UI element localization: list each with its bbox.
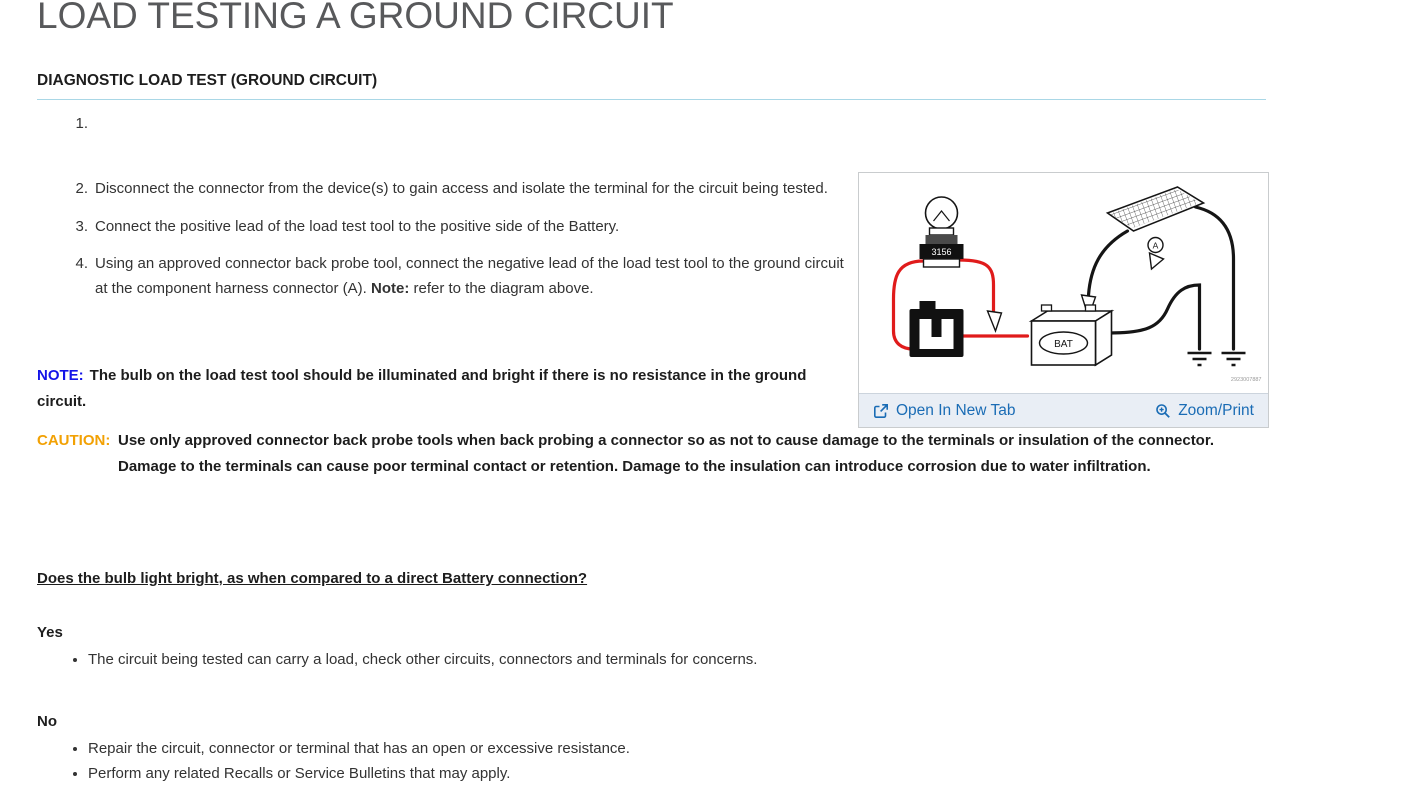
steps-list	[68, 111, 856, 301]
no-label: No	[37, 713, 57, 730]
caution-label: CAUTION:	[37, 432, 111, 449]
list-item: • Perform any related Recalls or Service Bulletins that may apply.	[88, 761, 630, 786]
figure-panel	[858, 172, 1269, 428]
list-item: • The circuit being tested can carry a load, check other circuits, connectors and terminals for concerns.	[88, 647, 757, 672]
zoom-print-link[interactable]	[1155, 402, 1254, 420]
step-number: 1.	[75, 115, 88, 132]
open-in-new-tab-label: Open In New Tab	[896, 401, 1016, 419]
step-text-trail: refer to the diagram above.	[409, 280, 594, 297]
circuit-diagram	[859, 173, 1268, 393]
ground-connector-shell	[910, 301, 964, 357]
answer-yes-block	[37, 620, 757, 672]
load-test-bulb	[920, 197, 964, 267]
open-in-new-tab-icon	[873, 403, 889, 419]
caution-text: Use only approved connector back probe tools when back probing a connector so as not to cause damage to the terminals or insulation of the connector. Damage to the terminals can cause poor terminal contact or retention. Damage to the insulation can introduce corrosion due to water infiltration.	[118, 432, 1215, 475]
step-item	[68, 111, 856, 136]
circuit-diagram-image	[859, 173, 1268, 393]
list-item: • Repair the circuit, connector or terminal that has an open or excessive resistance.	[88, 736, 630, 761]
ground-symbols	[1188, 353, 1246, 365]
yes-label: Yes	[37, 624, 63, 641]
caution-block	[37, 428, 1249, 480]
zoom-in-icon	[1155, 403, 1171, 419]
step-number: 3.	[75, 218, 88, 235]
open-in-new-tab-link[interactable]	[873, 402, 1015, 420]
step-text: Connect the positive lead of the load test tool to the positive side of the Battery.	[95, 218, 620, 235]
figure-toolbar	[859, 393, 1268, 427]
battery-label: BAT	[1054, 339, 1073, 350]
harness-connector	[1108, 187, 1204, 253]
section-heading: DIAGNOSTIC LOAD TEST (GROUND CIRCUIT)	[37, 72, 378, 89]
note-text: The bulb on the load test tool should be illuminated and bright if there is no resistance in the ground circuit.	[37, 367, 807, 410]
connector-callout-a: A	[1152, 240, 1159, 251]
question-heading: Does the bulb light bright, as when compared to a direct Battery connection?	[37, 570, 588, 587]
yes-items	[37, 647, 757, 672]
bulb-part-number: 3156	[931, 247, 952, 257]
step-text-lead: Using an approved connector back probe tool, connect the negative lead of the load test tool to the ground circuit at the component harness connector (A).	[95, 255, 844, 297]
step-text	[95, 251, 856, 301]
step-note-label: Note:	[370, 280, 410, 297]
note-block	[37, 363, 829, 415]
note-label: NOTE:	[37, 367, 84, 384]
step-item	[68, 176, 856, 201]
no-items	[37, 736, 630, 786]
figure-id-text: 2923007887	[1230, 377, 1262, 383]
zoom-print-label: Zoom/Print	[1178, 401, 1254, 419]
answer-no-block	[37, 709, 630, 786]
step-item	[68, 251, 856, 301]
step-text	[95, 111, 856, 136]
battery	[1032, 305, 1112, 365]
step-text: Disconnect the connector from the device(s) to gain access and isolate the terminal for the circuit being tested.	[95, 180, 828, 197]
page-title: LOAD TESTING A GROUND CIRCUIT	[37, 0, 674, 36]
step-number: 4.	[75, 255, 88, 272]
step-item	[68, 214, 856, 239]
step-number: 2.	[75, 180, 88, 197]
section-divider	[37, 99, 1266, 100]
